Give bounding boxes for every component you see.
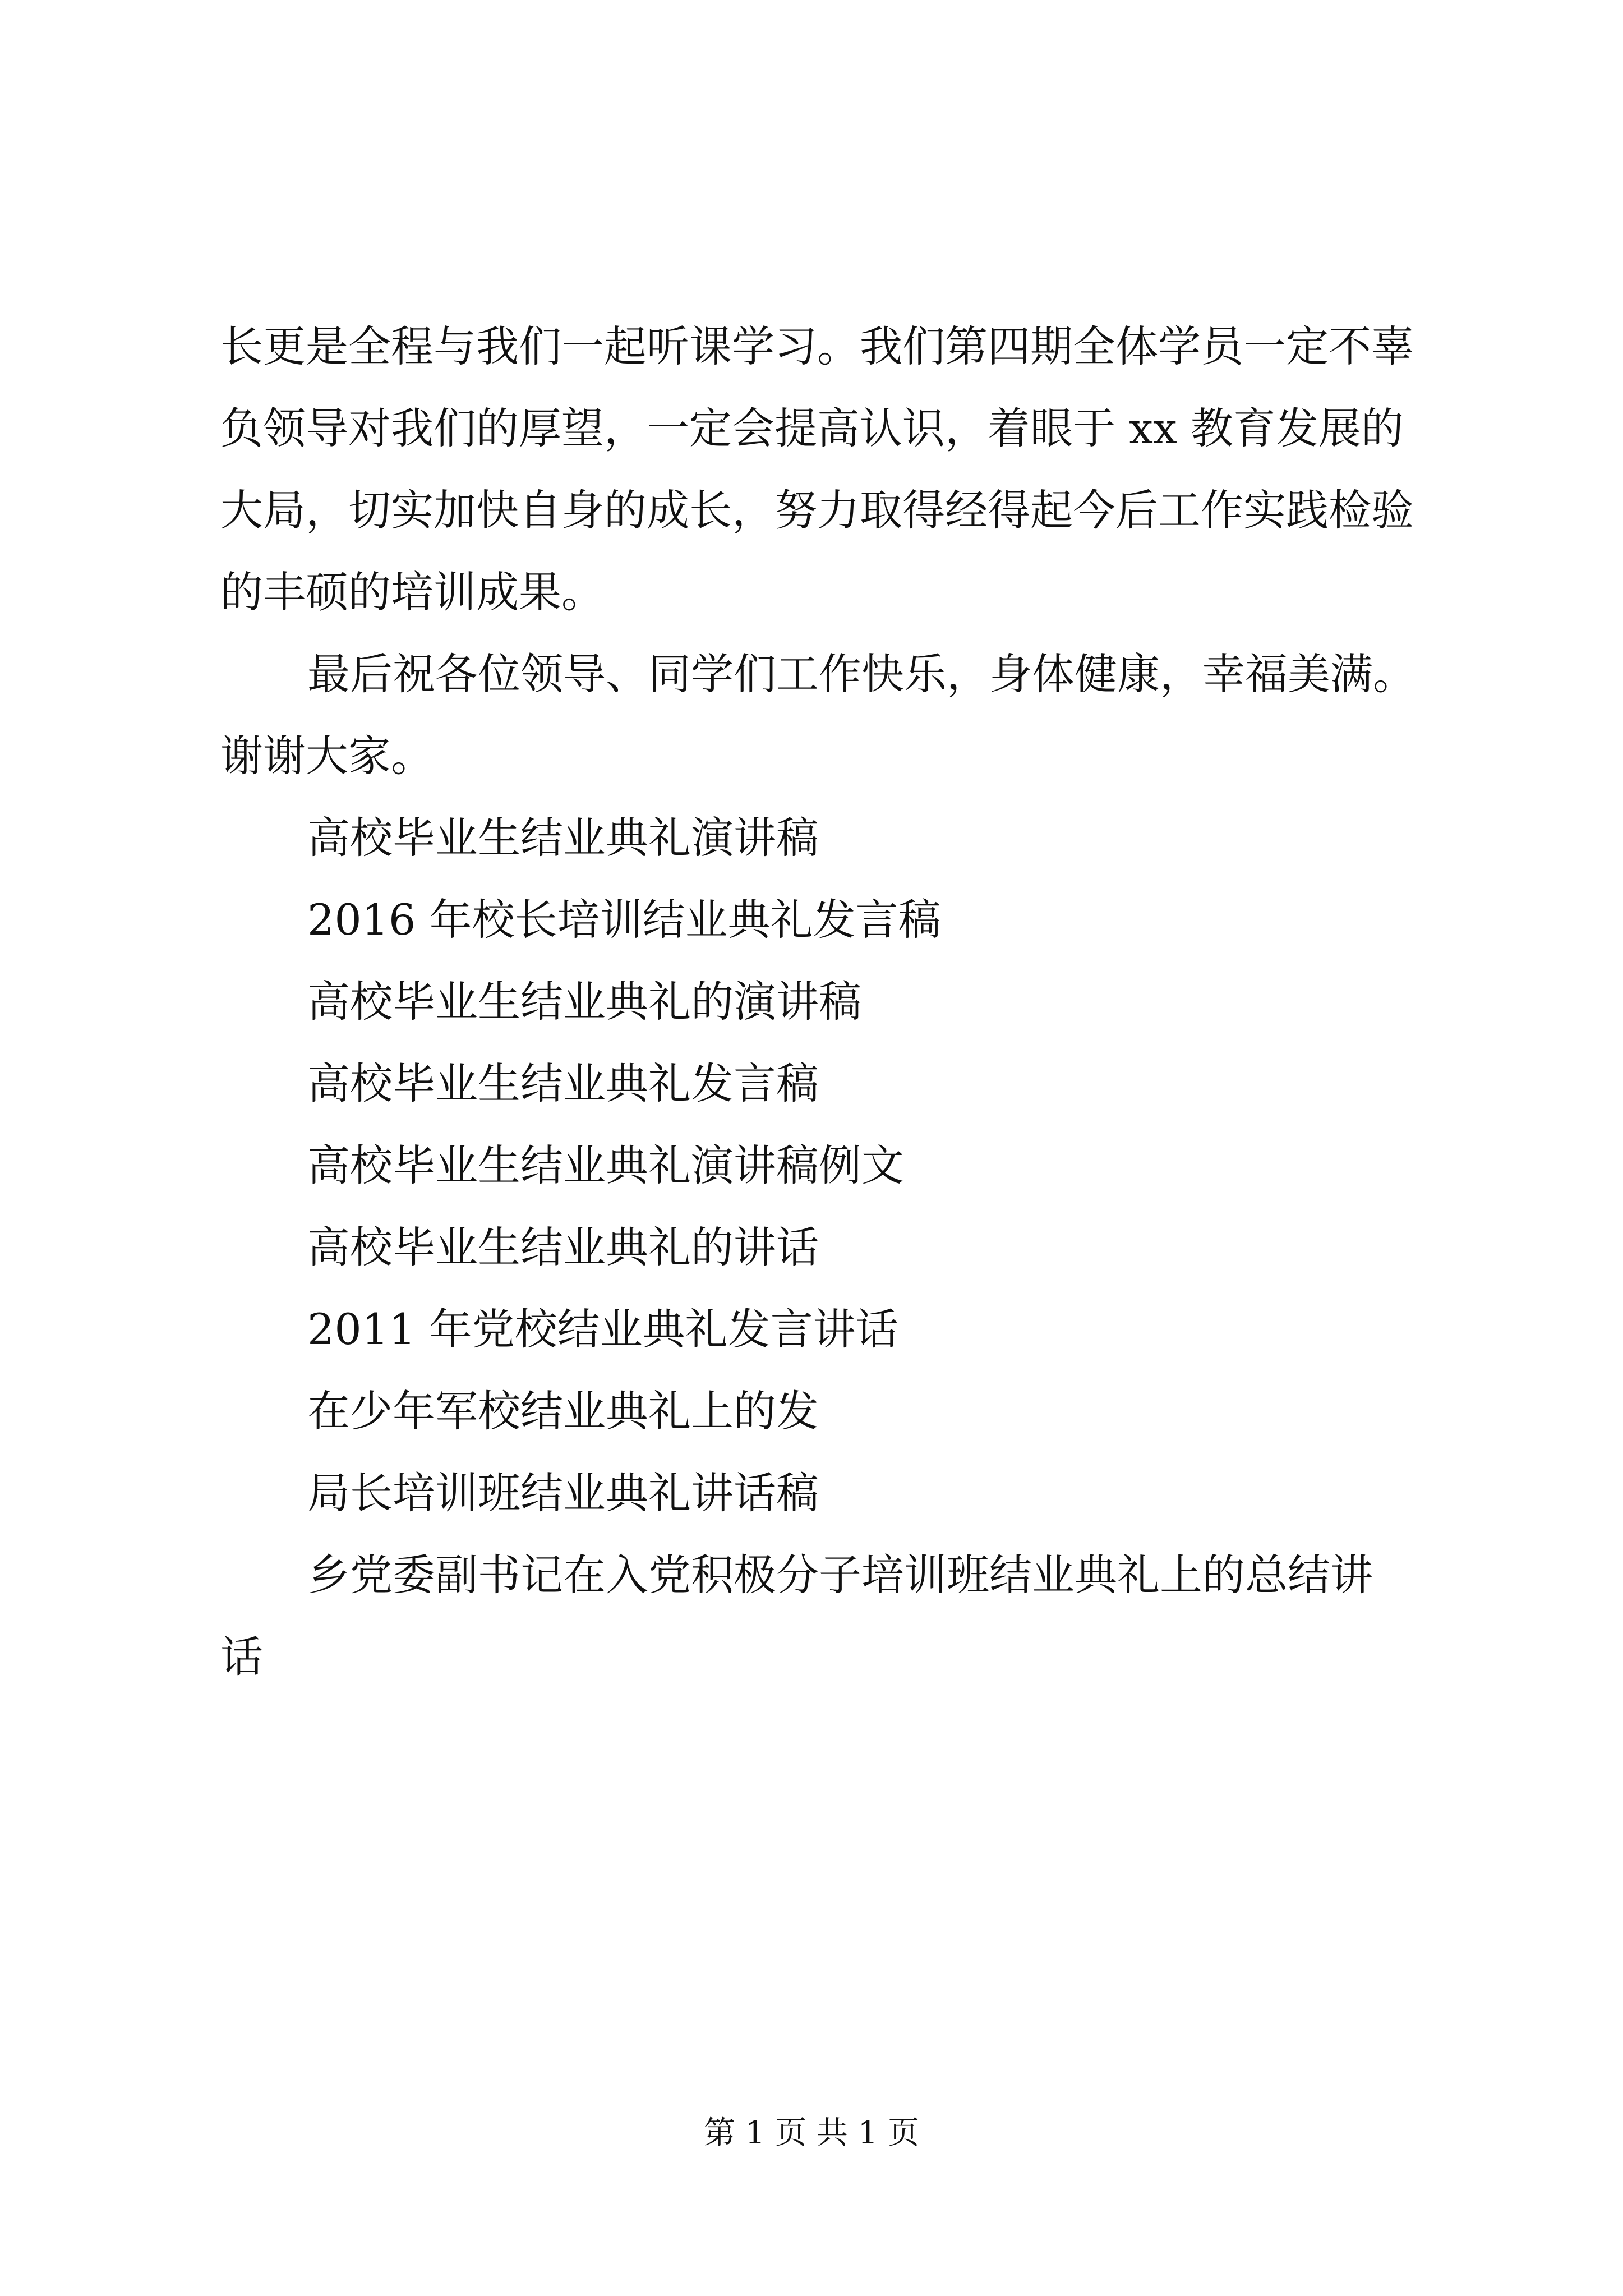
related-title-link[interactable]: 高校毕业生结业典礼演讲稿 xyxy=(307,813,819,863)
related-title-link-multiline[interactable] xyxy=(220,1534,1423,1698)
paragraph-line: 最后祝各位领导、同学们工作快乐，身体健康，幸福美满。 xyxy=(307,649,1415,699)
related-title-link[interactable]: 局长培训班结业典礼讲话稿 xyxy=(307,1468,819,1518)
paragraph-line: 长更是全程与我们一起听课学习。我们第四期全体学员一定不辜 xyxy=(220,321,1414,371)
related-titles-list xyxy=(220,797,1423,1698)
related-title-link[interactable]: 高校毕业生结业典礼的讲话 xyxy=(307,1222,819,1272)
document-body xyxy=(220,306,1423,1698)
related-title-line: 乡党委副书记在入党积极分子培训班结业典礼上的总结讲 xyxy=(307,1550,1373,1600)
related-title-line: 话 xyxy=(220,1632,263,1682)
related-title-link[interactable]: 2011 年党校结业典礼发言讲话 xyxy=(307,1304,898,1354)
related-title-link[interactable]: 2016 年校长培训结业典礼发言稿 xyxy=(307,895,941,945)
paragraph-line: 的丰硕的培训成果。 xyxy=(220,567,604,617)
related-title-link[interactable]: 在少年军校结业典礼上的发 xyxy=(307,1386,819,1436)
paragraph-line: 负领导对我们的厚望，一定会提高认识，着眼于 xx 教育发展的 xyxy=(220,403,1404,453)
related-title-link[interactable]: 高校毕业生结业典礼的演讲稿 xyxy=(307,977,861,1027)
related-title-link[interactable]: 高校毕业生结业典礼演讲稿例文 xyxy=(307,1140,904,1190)
page-footer xyxy=(0,2114,1623,2153)
paragraph-2 xyxy=(220,633,1423,797)
related-title-link[interactable]: 高校毕业生结业典礼发言稿 xyxy=(307,1059,819,1108)
paragraph-line: 谢谢大家。 xyxy=(220,731,434,781)
page-number-label: 第 1 页 共 1 页 xyxy=(703,2115,920,2151)
paragraph-line: 大局，切实加快自身的成长，努力取得经得起今后工作实践检验 xyxy=(220,485,1414,535)
paragraph-1 xyxy=(220,306,1423,633)
